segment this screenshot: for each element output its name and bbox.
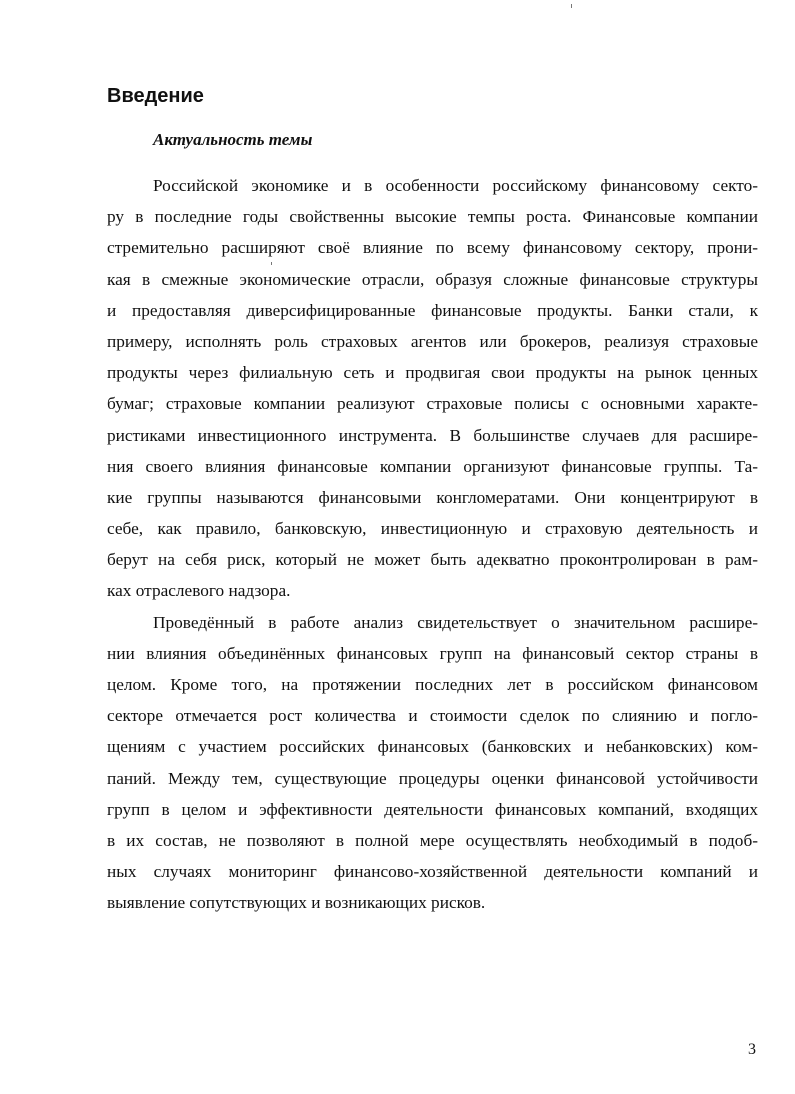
paragraph-1 <box>107 170 758 607</box>
text-line: стремительно расширяют своё влияние по всему финансовому сектору, прони- <box>107 238 758 258</box>
text-line: себе, как правило, банковскую, инвестиционную и страховую деятельность и <box>107 519 758 539</box>
text-line: выявление сопутствующих и возникающих рисков. <box>107 893 486 913</box>
text-line: нии влияния объединённых финансовых групп на финансовый сектор страны в <box>107 643 758 663</box>
text-line: целом. Кроме того, на протяжении последних лет в российском финансовом <box>107 675 758 694</box>
text-line: продукты через филиальную сеть и продвигая свои продукты на рынок ценных <box>107 363 758 383</box>
text-line: секторе отмечается рост количества и стоимости сделок по слиянию и погло- <box>107 706 758 726</box>
text-line: берут на себя риск, который не может быть адекватно проконтролирован в рам- <box>107 550 758 570</box>
text-line: ристиками инвестиционного инструмента. В большинстве случаев для расшире- <box>107 425 758 445</box>
text-line: паний. Между тем, существующие процедуры оценки финансовой устойчивости <box>107 768 758 788</box>
scan-speck <box>571 4 572 8</box>
page-number: 3 <box>748 1041 756 1058</box>
text-line: групп в целом и эффективности деятельности финансовых компаний, входящих <box>107 799 758 819</box>
text-line: кие группы называются финансовыми конгломератами. Они концентрируют в <box>107 487 758 507</box>
text-line: ру в последние годы свойственны высокие темпы роста. Финансовые компании <box>107 207 758 227</box>
text-line: кая в смежные экономические отрасли, образуя сложные финансовые структуры <box>107 269 758 289</box>
text-line: ния своего влияния финансовые компании организуют финансовые группы. Та- <box>107 456 758 476</box>
text-line: Российской экономике и в особенности российскому финансовому секто- <box>153 176 758 195</box>
body-text <box>107 170 758 919</box>
text-line: ках отраслевого надзора. <box>107 581 291 601</box>
paragraph-2 <box>107 607 758 919</box>
text-line: бумаг; страховые компании реализуют страховые полисы с основными характе- <box>107 394 758 414</box>
section-heading: Введение <box>107 85 204 107</box>
text-line: в их состав, не позволяют в полной мере осуществлять необходимый в подоб- <box>107 830 758 850</box>
text-line: ных случаях мониторинг финансово-хозяйственной деятельности компаний и <box>107 862 758 882</box>
text-line: щениям с участием российских финансовых (банковских и небанковских) ком- <box>107 737 758 757</box>
text-line: Проведённый в работе анализ свидетельствует о значительном расшире- <box>153 612 758 632</box>
text-line: примеру, исполнять роль страховых агентов или брокеров, реализуя страховые <box>107 331 758 351</box>
text-line: и предоставляя диверсифицированные финансовые продукты. Банки стали, к <box>107 300 758 320</box>
subsection-heading: Актуальность темы <box>153 130 313 149</box>
